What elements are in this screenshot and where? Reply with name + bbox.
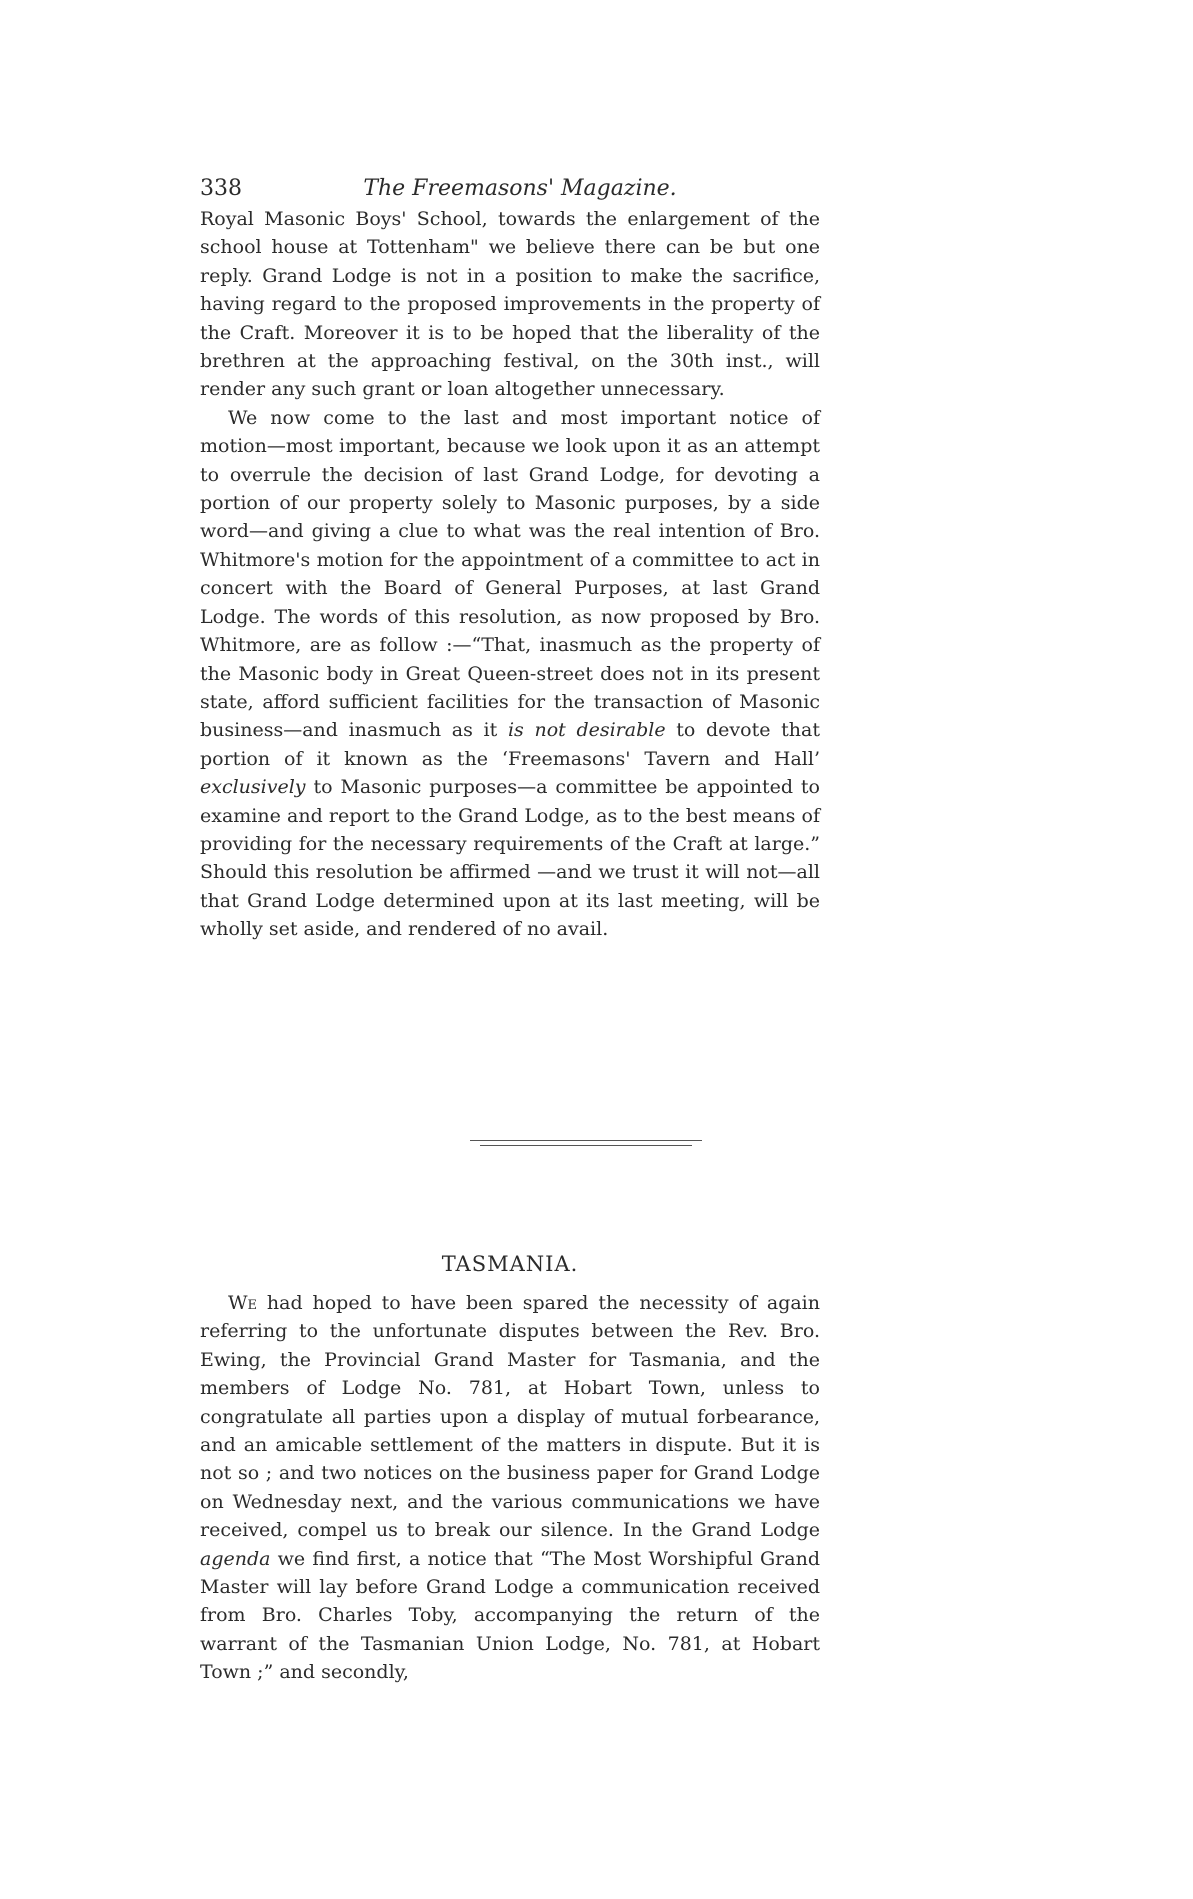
- emphasis-text: agenda: [200, 1547, 271, 1570]
- emphasis-text: exclusively: [200, 776, 306, 799]
- divider-rule: [470, 1140, 702, 1141]
- paragraph-text: to Masonic purposes—a committee be appointed to examine and report to the Grand Lodge, as to the best means of providing for the necessary requirements of the Craft at large.” Should this resolution be affirmed —and we trust it will not—all that Grand Lodge determined upon at its last meeting, will be wholly set aside, and rendered of no avail.: [200, 776, 820, 941]
- section-divider: [470, 1140, 702, 1150]
- tasmania-article: [200, 1289, 820, 1687]
- paragraph-text: to devote that portion of it known as the ‘Freemasons' Tavern and Hall’: [200, 719, 820, 770]
- paragraph-text: had hoped to have been spared the necessity of again referring to the unfortunate disputes between the Rev. Bro. Ewing, the Provincial Grand Master for Tasmania, and the members of Lodge No. 781, at Hobart Town, unless to congratulate all parties upon a display of mutual forbearance, and an amicable settlement of the matters in dispute. But it is not so ; and two notices on the business paper for Grand Lodge on Wednesday next, and the various communications we have received, compel us to break our silence. In the Grand Lodge: [200, 1292, 820, 1542]
- paragraph-notice-of-motion: [200, 404, 820, 944]
- paragraph-text: we find first, a notice that “The Most Worshipful Grand Master will lay before Grand Lodge a communication received from Bro. Charles Toby, accompanying the return of the warrant of the Tasmanian Union Lodge, No. 781, at Hobart Town ;” and secondly,: [200, 1547, 820, 1684]
- paragraph-text: We now come to the last and most important notice of motion—most important, because we look upon it as an attempt to overrule the decision of last Grand Lodge, for devoting a portion of our property solely to Masonic purposes, by a side word—and giving a clue to what was the real intention of Bro. Whitmore's motion for the appointment of a committee to act in concert with the Board of General Purposes, at last Grand Lodge. The words of this resolution, as now proposed by Bro. Whitmore, are as follow :—“That, inasmuch as the property of the Masonic body in Great Queen-street does not in its present state, afford sufficient facilities for the transaction of Masonic business—and inasmuch as it: [200, 406, 820, 742]
- emphasis-text: is not desirable: [507, 719, 666, 742]
- paragraph-boys-school: Royal Masonic Boys' School, towards the enlargement of the school house at Tottenham" we believe there can be but one reply. Grand Lodge is not in a position to make the sacrifice, having regard to the proposed improvements in the property of the Craft. Moreover it is to be hoped that the liberality of the brethren at the approaching festival, on the 30th inst., will render any such grant or loan altogether unnecessary.: [200, 208, 820, 401]
- lead-word: We: [228, 1292, 258, 1314]
- paragraph-tasmania: [200, 1289, 820, 1687]
- divider-rule: [480, 1145, 692, 1146]
- section-heading: TASMANIA.: [441, 1252, 579, 1276]
- article-continuation: [200, 205, 820, 944]
- page-number: 338: [200, 176, 242, 201]
- running-head: [200, 176, 840, 206]
- magazine-title: The Freemasons' Magazine.: [363, 176, 677, 201]
